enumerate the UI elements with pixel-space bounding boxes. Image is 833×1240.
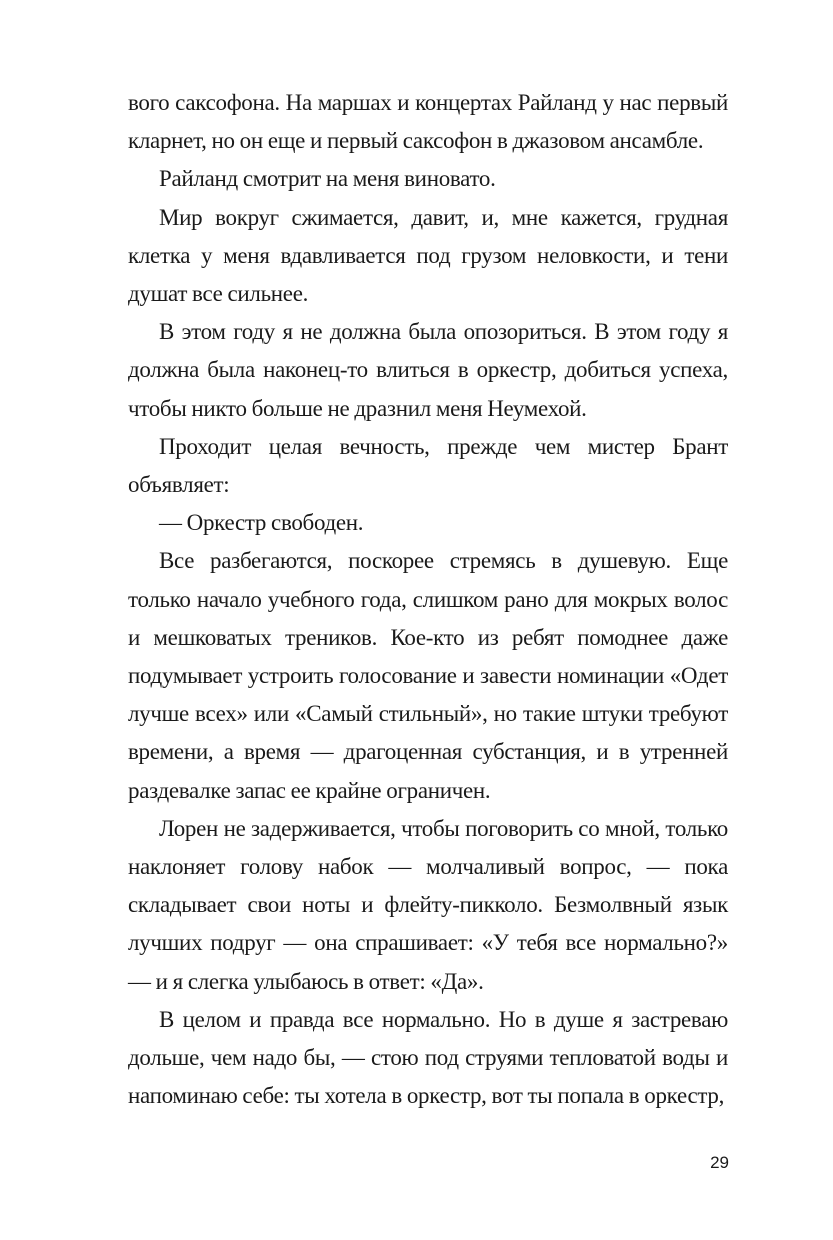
paragraph-3: Мир вокруг сжимается, давит, и, мне кажется, грудная клетка у меня вдавливается под грузом неловкости, и тени душат все сильнее. bbox=[128, 204, 728, 307]
paragraph-1-continuation: вого саксофона. На маршах и концертах Райланд у нас первый кларнет, но он еще и первый саксофон в джазовом ансамбле. bbox=[128, 90, 728, 154]
paragraph-2: Райланд смотрит на меня виновато. bbox=[159, 166, 496, 192]
page-body-text bbox=[128, 84, 728, 1115]
paragraph-9: В целом и правда все нормально. Но в душе я застреваю дольше, чем надо бы, — стою под струями тепловатой воды и напоминаю себе: ты хотела в оркестр, вот ты попала в оркестр, bbox=[128, 1006, 728, 1109]
paragraph-5: Проходит целая вечность, прежде чем мистер Брант объявляет: bbox=[128, 433, 728, 498]
paragraph-6-dialogue: — Оркестр свободен. bbox=[159, 510, 364, 536]
paragraph-8: Лорен не задерживается, чтобы поговорить со мной, только наклоняет голову набок — молчаливый вопрос, — пока складывает свои ноты и флейту-пикколо. Безмолвный язык лучших подруг — она спрашивает: «У тебя все нормально?» — и я слегка улыбаюсь в ответ: «Да». bbox=[128, 815, 728, 994]
paragraph-4: В этом году я не должна была опозориться. В этом году я должна была наконец-то влиться в оркестр, добиться успеха, чтобы никто больше не дразнил меня Неумехой. bbox=[128, 319, 728, 421]
page-number: 29 bbox=[710, 1153, 729, 1172]
paragraph-7: Все разбегаются, поскорее стремясь в душевую. Еще только начало учебного года, слишком рано для мокрых волос и мешковатых треников. Кое-кто из ребят помоднее даже подумывает устроить голосование и завести номинации «Одет лучше всех» или «Самый стильный», но такие штуки требуют времени, а время — драгоценная субстанция, и в утренней раздевалке запас ее крайне ограничен. bbox=[128, 548, 728, 803]
